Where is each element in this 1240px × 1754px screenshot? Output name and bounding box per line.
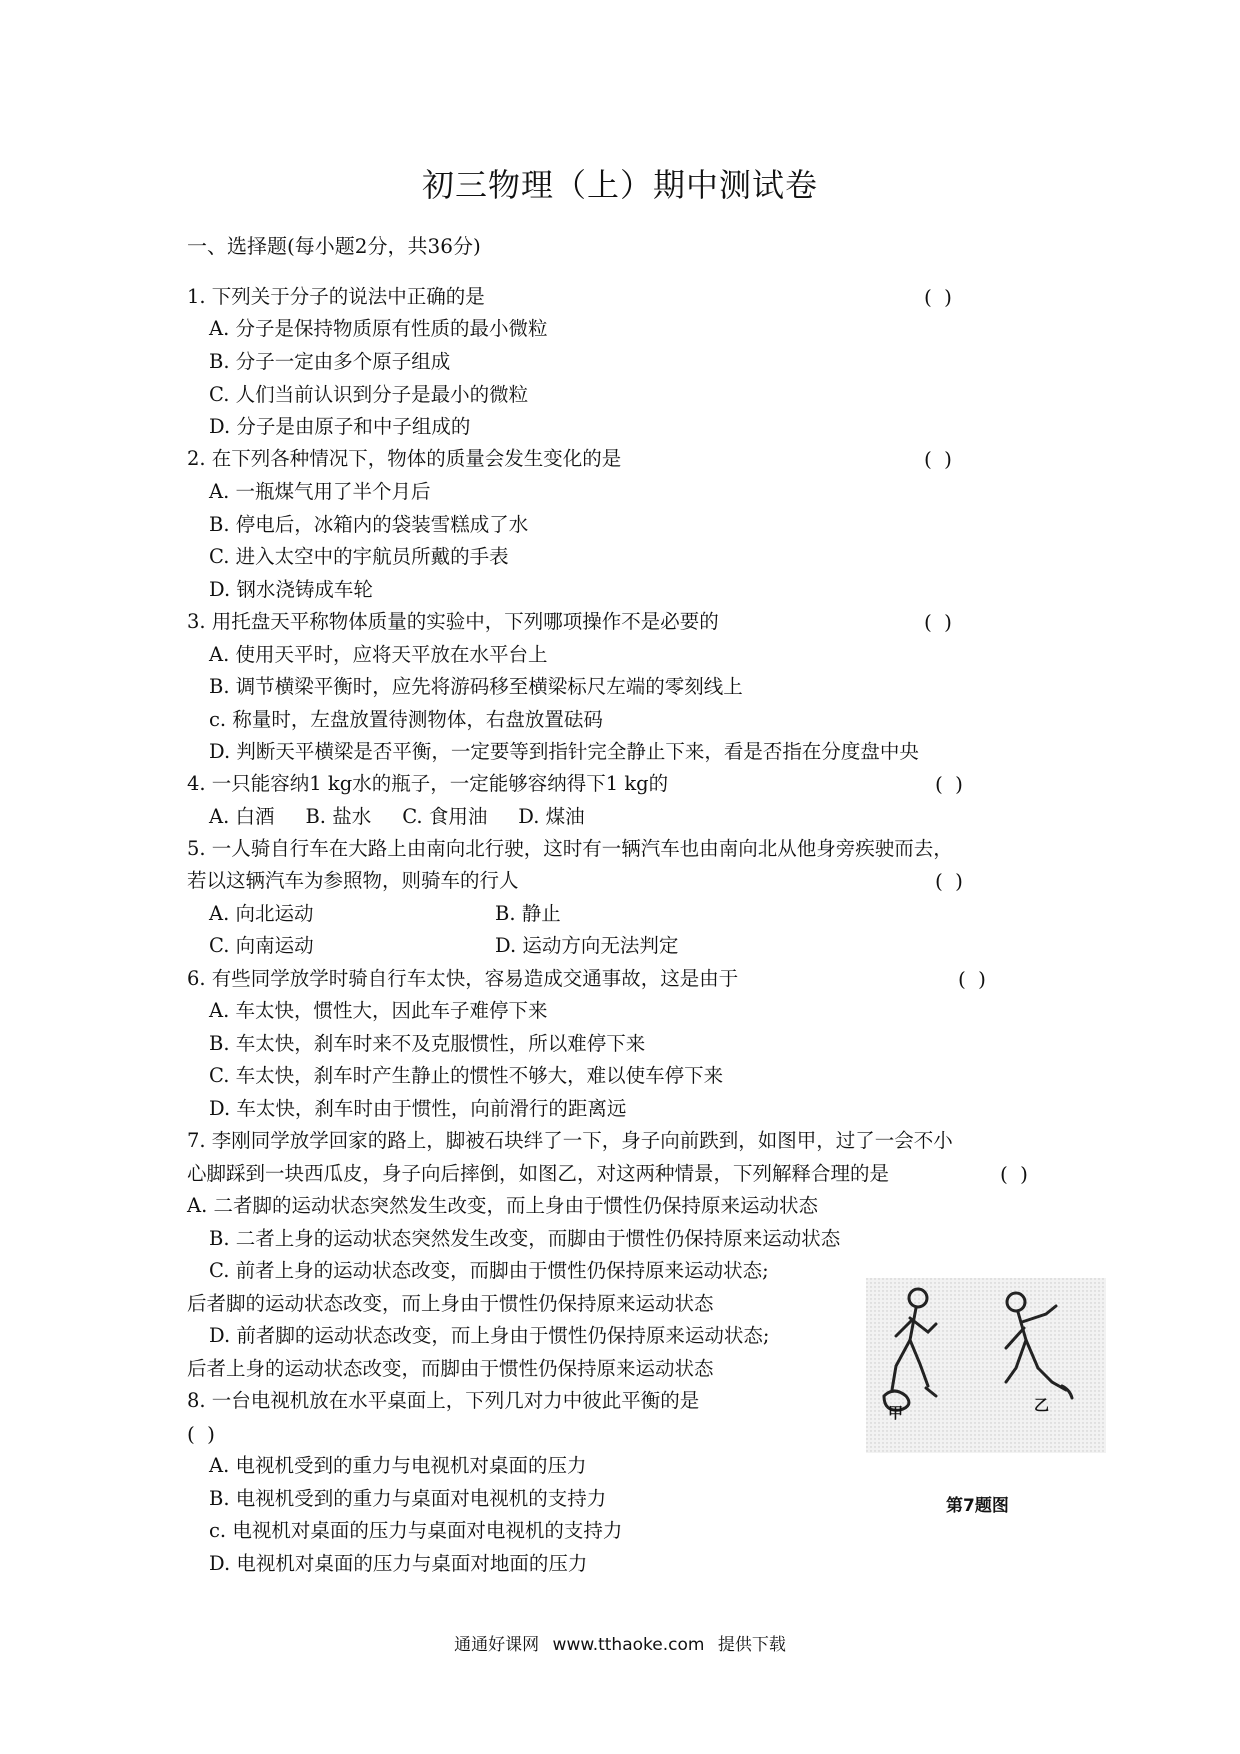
- answer-blank: ( ): [935, 869, 966, 893]
- section-heading: 一、选择题(每小题2分，共36分): [187, 234, 481, 258]
- option-b: B. 停电后，冰箱内的袋装雪糕成了水: [209, 513, 529, 536]
- option-b: B. 二者上身的运动状态突然发生改变，而脚由于惯性仍保持原来运动状态: [209, 1227, 841, 1250]
- option-a: A. 电视机受到的重力与电视机对桌面的压力: [209, 1454, 587, 1477]
- figure-background: [866, 1278, 1106, 1453]
- option-d: D. 车太快，刹车时由于惯性，向前滑行的距离远: [209, 1097, 627, 1120]
- question-8-stem: 8. 一台电视机放在水平桌面上，下列几对力中彼此平衡的是: [187, 1389, 700, 1412]
- answer-blank: ( ): [924, 285, 955, 309]
- option-b: B. 车太快，刹车时来不及克服惯性，所以难停下来: [209, 1032, 646, 1055]
- option-b: B. 分子一定由多个原子组成: [209, 350, 451, 373]
- answer-blank: ( ): [924, 610, 955, 634]
- question-5-stem: 5. 一人骑自行车在大路上由南向北行驶，这时有一辆汽车也由南向北从他身旁疾驶而去，: [187, 837, 953, 860]
- option-b: B. 电视机受到的重力与桌面对电视机的支持力: [209, 1487, 607, 1510]
- footer-site: 通通好课网: [454, 1635, 540, 1655]
- option-c: c. 称量时，左盘放置待测物体，右盘放置砝码: [209, 708, 603, 731]
- question-4-options: A. 白酒 B. 盐水 C. 食用油 D. 煤油: [209, 805, 585, 828]
- option-a: A. 使用天平时，应将天平放在水平台上: [209, 643, 548, 666]
- question-5-stem-cont: 若以这辆汽车为参照物，则骑车的行人: [187, 869, 519, 892]
- option-d: D. 钢水浇铸成车轮: [209, 578, 373, 601]
- option-a: A. 向北运动: [209, 902, 314, 925]
- option-a: A. 分子是保持物质原有性质的最小微粒: [209, 317, 548, 340]
- option-d: D. 运动方向无法判定: [495, 934, 679, 957]
- question-7-stem: 7. 李刚同学放学回家的路上，脚被石块绊了一下，身子向前跌到，如图甲，过了一会不小: [187, 1129, 953, 1152]
- question-3-stem: 3. 用托盘天平称物体质量的实验中，下列哪项操作不是必要的: [187, 610, 719, 633]
- answer-blank: ( ): [935, 772, 966, 796]
- option-d: D. 判断天平横梁是否平衡，一定要等到指针完全静止下来，看是否指在分度盘中央: [209, 740, 919, 763]
- option-c: c. 电视机对桌面的压力与桌面对电视机的支持力: [209, 1519, 623, 1542]
- option-c: C. 人们当前认识到分子是最小的微粒: [209, 383, 529, 406]
- option-c: C. 向南运动: [209, 934, 314, 957]
- option-d: D. 电视机对桌面的压力与桌面对地面的压力: [209, 1552, 588, 1575]
- page-footer: [0, 1630, 1240, 1655]
- answer-blank: ( ): [924, 447, 955, 471]
- answer-blank: ( ): [187, 1422, 218, 1446]
- figure-label-right: 乙: [1034, 1396, 1050, 1414]
- answer-blank: ( ): [958, 967, 989, 991]
- option-c: C. 前者上身的运动状态改变，而脚由于惯性仍保持原来运动状态;: [209, 1259, 769, 1282]
- question-7-stem-cont: 心脚踩到一块西瓜皮，身子向后摔倒，如图乙，对这两种情景，下列解释合理的是: [187, 1162, 890, 1185]
- option-b: B. 调节横梁平衡时，应先将游码移至横梁标尺左端的零刻线上: [209, 675, 743, 698]
- option-c-cont: 后者脚的运动状态改变，而上身由于惯性仍保持原来运动状态: [187, 1292, 714, 1315]
- figure-caption: 第7题图: [946, 1496, 1009, 1516]
- footer-url[interactable]: www.tthaoke.com: [552, 1635, 705, 1655]
- option-c: C. 进入太空中的宇航员所戴的手表: [209, 545, 509, 568]
- option-a: A. 二者脚的运动状态突然发生改变，而上身由于惯性仍保持原来运动状态: [187, 1194, 818, 1217]
- option-d: D. 前者脚的运动状态改变，而上身由于惯性仍保持原来运动状态;: [209, 1324, 770, 1347]
- figure-label-left: 甲: [888, 1404, 904, 1422]
- page-title: 初三物理（上）期中测试卷: [421, 166, 818, 204]
- question-7-figure: [866, 1278, 1106, 1453]
- question-1-stem: 1. 下列关于分子的说法中正确的是: [187, 285, 485, 308]
- question-2-stem: 2. 在下列各种情况下，物体的质量会发生变化的是: [187, 447, 622, 470]
- option-a: A. 一瓶煤气用了半个月后: [209, 480, 431, 503]
- answer-blank: ( ): [1000, 1162, 1031, 1186]
- footer-note: 提供下载: [717, 1635, 786, 1655]
- option-c: C. 车太快，刹车时产生静止的惯性不够大，难以使车停下来: [209, 1064, 724, 1087]
- question-4-stem: 4. 一只能容纳1 kg水的瓶子，一定能够容纳得下1 kg的: [187, 772, 669, 795]
- option-d: D. 分子是由原子和中子组成的: [209, 415, 471, 438]
- option-a: A. 车太快，惯性大，因此车子难停下来: [209, 999, 548, 1022]
- option-b: B. 静止: [495, 902, 561, 925]
- option-d-cont: 后者上身的运动状态改变，而脚由于惯性仍保持原来运动状态: [187, 1357, 714, 1380]
- question-6-stem: 6. 有些同学放学时骑自行车太快，容易造成交通事故，这是由于: [187, 967, 739, 990]
